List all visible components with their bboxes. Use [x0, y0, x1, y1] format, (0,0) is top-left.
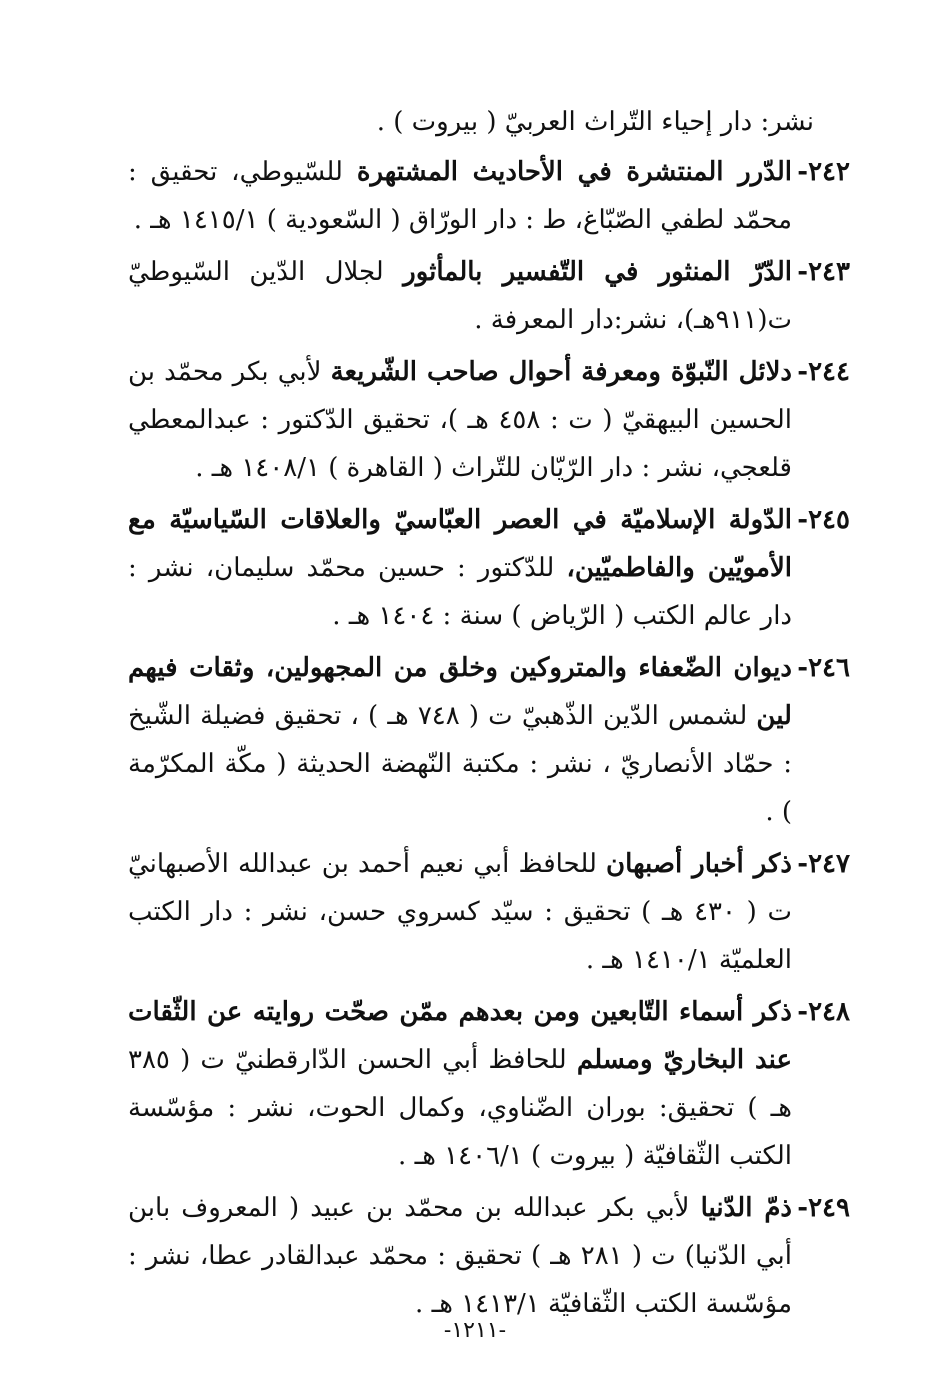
entry-text: للسّيوطي، تحقيق : محمّد لطفي الصّبّاغ، ط : دار الورّاق ( السّعودية ) ١٤١٥/١ هـ .: [128, 157, 792, 235]
entry-body: [128, 1184, 792, 1328]
entry-number: ٢٤٩-: [797, 1193, 850, 1223]
continuation-line: نشر: دار إحياء التّراث العربيّ ( بيروت ) .: [376, 107, 814, 137]
entry-title: الدّرر المنتشرة في الأحاديث المشتهرة: [356, 157, 793, 187]
entry-body: [128, 248, 792, 344]
entry-title: الدّولة الإسلاميّة في العصر العبّاسيّ والعلاقات السّياسيّة مع الأمويّين والفاطميّين،: [128, 505, 793, 583]
bibliography-entry-249: [128, 1184, 850, 1328]
entry-number: ٢٤٢-: [797, 157, 850, 187]
entry-body: [128, 988, 792, 1180]
entry-number: ٢٤٤-: [797, 357, 850, 387]
entry-body: [128, 496, 792, 640]
page-number: -١٢١١-: [443, 1318, 507, 1343]
entry-text: لأبي بكر محمّد بن الحسين البيهقيّ ( ت : ٤٥٨ هـ )، تحقيق الدّكتور : عبدالمعطي قلعجي، نشر : دار الرّيّان للتّراث ( القاهرة ) ١٤٠٨/١ هـ .: [128, 357, 792, 483]
entry-title: ديوان الضّعفاء والمتروكين وخلق من المجهولين، وثقات فيهم لين: [128, 653, 792, 731]
entry-title: ذكر أسماء التّابعين ومن بعدهم ممّن صحّت روايته عن الثّقات عند البخاريّ ومسلم: [128, 997, 792, 1075]
entry-title: ذمّ الدّنيا: [700, 1193, 792, 1223]
entry-number: ٢٤٦-: [797, 653, 850, 683]
entry-number: ٢٤٣-: [797, 257, 850, 287]
bibliography-entry-246: [128, 644, 850, 836]
bibliography-page: [128, 98, 850, 1332]
entry-text: للحافظ أبي نعيم أحمد بن عبدالله الأصبهانيّ ت ( ٤٣٠ هـ ) تحقيق : سيّد كسروي حسن، نشر : دار الكتب العلميّة ١٤١٠/١ هـ .: [128, 849, 793, 975]
entry-body: [128, 840, 792, 984]
bibliography-entry-247: [128, 840, 850, 984]
entry-number: ٢٤٥-: [797, 505, 850, 535]
entry-title: الدّرّ المنثور في التّفسير بالمأثور: [403, 257, 792, 287]
bibliography-entry-244: [128, 348, 850, 492]
entry-number: ٢٤٨-: [797, 997, 850, 1027]
entry-body: [128, 644, 792, 836]
entry-text: لشمس الدّين الذّهبيّ ت ( ٧٤٨ هـ ) ، تحقيق فضيلة الشّيخ : حمّاد الأنصاريّ ، نشر : مكتبة النّهضة الحديثة ( مكّة المكرّمة ) .: [128, 701, 792, 827]
entry-body: [128, 348, 792, 492]
bibliography-entry-248: [128, 988, 850, 1180]
entry-text: للدّكتور : حسين محمّد سليمان، نشر : دار عالم الكتب ( الرّياض ) سنة : ١٤٠٤ هـ .: [128, 553, 792, 631]
entry-title: ذكر أخبار أصبهان: [606, 849, 793, 879]
bibliography-entry-243: [128, 248, 850, 344]
entry-text: للحافظ أبي الحسن الدّارقطنيّ ت ( ٣٨٥ هـ ) تحقيق: بوران الضّناوي، وكمال الحوت، نشر : مؤسّسة الكتب الثّقافيّة ( بيروت ) ١٤٠٦/١ هـ .: [128, 1045, 792, 1171]
entry-body: [128, 148, 792, 244]
entry-text: لأبي بكر عبدالله بن محمّد بن عبيد ( المعروف بابن أبي الدّنيا) ت ( ٢٨١ هـ ) تحقيق : محمّد عبدالقادر عطا، نشر : مؤسّسة الكتب الثّقافيّة ١٤١٣/١ هـ .: [128, 1193, 792, 1319]
entry-title: دلائل النّبوّة ومعرفة أحوال صاحب الشّريعة: [330, 357, 793, 387]
bibliography-entry-245: [128, 496, 850, 640]
entry-number: ٢٤٧-: [797, 849, 850, 879]
bibliography-entry-242: [128, 148, 850, 244]
entry-text: لجلال الدّين السّيوطيّ ت(٩١١هـ)، نشر:دار المعرفة .: [128, 257, 792, 335]
